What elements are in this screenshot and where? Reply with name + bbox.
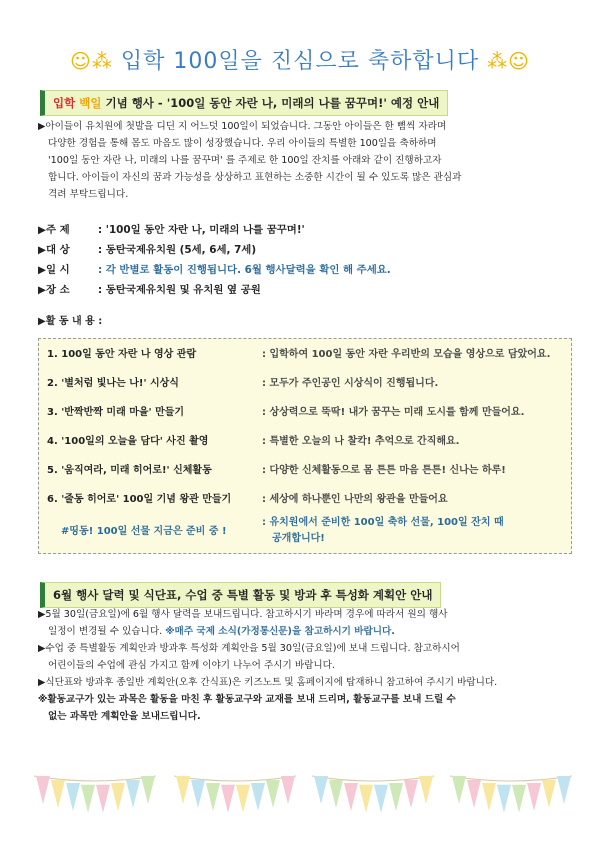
bunting-flag (542, 780, 556, 808)
notices-list (38, 606, 568, 725)
notice-text: 일정이 변경될 수 있습니다. (48, 626, 163, 637)
notice-line: 어린이들의 수업에 관심 가지고 함께 이야기 나누어 주시기 바랍니다. (48, 660, 335, 671)
bunting-flag (467, 780, 481, 808)
detail-value: : 각 반별로 활동이 진행됩니다. 6월 행사달력을 확인 해 주세요. (98, 264, 391, 276)
bunting-flag (221, 785, 235, 813)
intro-paragraph (38, 118, 568, 203)
heading-part-ipak: 입학 (53, 96, 76, 110)
bunting-flag (66, 783, 80, 811)
activity-title: 1. 100일 동안 자란 나 영상 관람 (47, 349, 197, 360)
notice-line: ▶수업 중 특별활동 계획안과 방과후 특성화 계획안을 5월 30일(금요일)에 보내 드립니다. 참고하시어 (38, 643, 460, 654)
bunting-flag (527, 783, 541, 811)
star-smiley-icon: ⁂☺ (487, 49, 530, 73)
activity-title: 3. '반짝반짝 미래 마을' 만들기 (47, 407, 185, 418)
bunting-string (310, 770, 436, 820)
notice-highlight: ※매주 국제 소식(가정통신문)을 참고하시기 바랍니다. (165, 626, 395, 637)
activity-title: 2. '별처럼 빛나는 나!' 시상식 (47, 378, 179, 389)
bunting-flag (51, 780, 65, 808)
notice-line: ▶5월 30일(금요일)에 6월 행사 달력을 보내드립니다. 참고하시기 바라며 경우에 따라서 원의 행사 (38, 609, 448, 620)
bunting-flag (512, 785, 526, 813)
bunting-flag (329, 780, 343, 808)
activity-desc-cont: 공개합니다! (272, 533, 325, 544)
activity-desc: : 다양한 신체활동으로 몸 튼튼 마음 튼튼! 신나는 하루! (262, 465, 506, 476)
bunting-flag (359, 785, 373, 813)
detail-key: ▶주 제 (38, 224, 70, 236)
bunting-flag (206, 783, 220, 811)
activity-desc: : 상상력으로 뚝딱! 내가 꿈꾸는 미래 도시를 함께 만들어요. (262, 407, 525, 418)
bunting-flag (374, 785, 388, 813)
activity-title: 4. '100일의 오늘을 담다' 사진 촬영 (47, 436, 209, 447)
bunting-flag (557, 776, 571, 804)
activity-desc: : 유치원에서 준비한 100일 축하 선물, 100일 잔치 때 (262, 517, 504, 528)
notice-line: ※활동교구가 있는 과목은 활동을 마친 후 활동교구와 교재를 보내 드리며, 활동교구를 보내 드릴 수 (38, 694, 456, 705)
notice-line (38, 623, 568, 640)
detail-value: : 동탄국제유치원 및 유치원 옆 공원 (98, 284, 261, 296)
bunting-flag (497, 785, 511, 813)
activity-desc: : 모두가 주인공인 시상식이 진행됩니다. (262, 378, 439, 389)
notice-line: ▶식단표와 방과후 종일반 계획안(오후 간식표)은 키즈노트 및 홈페이지에 탑재하니 참고하여 주시기 바랍니다. (38, 677, 498, 688)
bunting-flag (344, 783, 358, 811)
bunting-flag (389, 783, 403, 811)
activity-desc: : 세상에 하나뿐인 나만의 왕관을 만들어요 (262, 494, 448, 505)
detail-value: : 동탄국제유치원 (5세, 6세, 7세) (98, 244, 257, 256)
heading-part-baekil: 백일 (79, 96, 102, 110)
activity-title: #띵동! 100일 선물 지금은 준비 중 ! (61, 526, 227, 537)
detail-key: ▶일 시 (38, 264, 70, 276)
detail-target (38, 240, 256, 260)
intro-line: 격려 부탁드립니다. (48, 189, 129, 200)
intro-line: '100일 동안 자란 나, 미래의 나를 꿈꾸며' 를 주제로 한 100일 잔치를 아래와 같이 진행하고자 (48, 155, 442, 166)
notice-line: 없는 과목만 계획안을 보내드립니다. (48, 711, 201, 722)
bunting-flag (96, 785, 110, 813)
bunting-flag (314, 776, 328, 804)
bunting-flag (126, 780, 140, 808)
bunting-flag (251, 783, 265, 811)
detail-value: : '100일 동안 자란 나, 미래의 나를 꿈꾸며!' (98, 224, 305, 236)
intro-line: ▶아이들이 유치원에 첫발을 디딘 지 어느덧 100일이 되었습니다. 그동안 아이들은 한 뼘씩 자라며 (38, 121, 447, 132)
page-title-text: 입학 100일을 진심으로 축하합니다 (120, 49, 480, 74)
bunting-flag (36, 776, 50, 804)
bunting-flag (111, 783, 125, 811)
bunting-string (448, 770, 574, 820)
bunting-flag (236, 785, 250, 813)
bunting-flag (419, 776, 433, 804)
detail-subject (38, 220, 305, 240)
bunting-flag (452, 776, 466, 804)
activity-desc: : 입학하여 100일 동안 자란 우리반의 모습을 영상으로 담았어요. (262, 349, 551, 360)
bunting-flag (176, 776, 190, 804)
bunting-string (172, 770, 298, 820)
section-heading-schedule (40, 582, 441, 608)
activity-desc: : 특별한 오늘의 나 찰칵! 추억으로 간직해요. (262, 436, 460, 447)
activity-row-gift (47, 515, 567, 547)
activity-title: 6. '줄동 히어로' 100일 기념 왕관 만들기 (47, 494, 232, 505)
detail-place (38, 280, 261, 300)
bunting-flag (81, 785, 95, 813)
activity-title: 5. '움직여라, 미래 히어로!' 신체활동 (47, 465, 212, 476)
bunting-flag (266, 780, 280, 808)
intro-line: 합니다. 아이들이 자신의 꿈과 가능성을 상상하고 표현하는 소중한 시간이 될 수 있도록 많은 관심과 (48, 172, 462, 183)
bunting-flag (191, 780, 205, 808)
heading-part-rest: 기념 행사 - '100일 동안 자란 나, 미래의 나를 꿈꾸며!' 예정 안내 (105, 96, 440, 110)
detail-date (38, 260, 391, 280)
bunting-flag (482, 783, 496, 811)
bunting-string (32, 770, 158, 820)
bunting-flag (141, 776, 155, 804)
smiley-star-icon: ☺⁂ (70, 49, 113, 73)
activities-label: ▶활 동 내 용 : (38, 316, 103, 327)
heading-text: 6월 행사 달력 및 식단표, 수업 중 특별 활동 및 방과 후 특성화 계획안 안내 (53, 588, 433, 602)
section-heading-event (40, 90, 448, 116)
detail-key: ▶장 소 (38, 284, 70, 296)
detail-key: ▶대 상 (38, 244, 70, 256)
page-title (0, 44, 600, 75)
intro-line: 다양한 경험을 통해 몸도 마음도 많이 성장했습니다. 우리 아이들의 특별한 100일을 축하하며 (48, 138, 437, 149)
bunting-flag (404, 780, 418, 808)
bunting-flag (281, 776, 295, 804)
activities-box (38, 338, 572, 554)
